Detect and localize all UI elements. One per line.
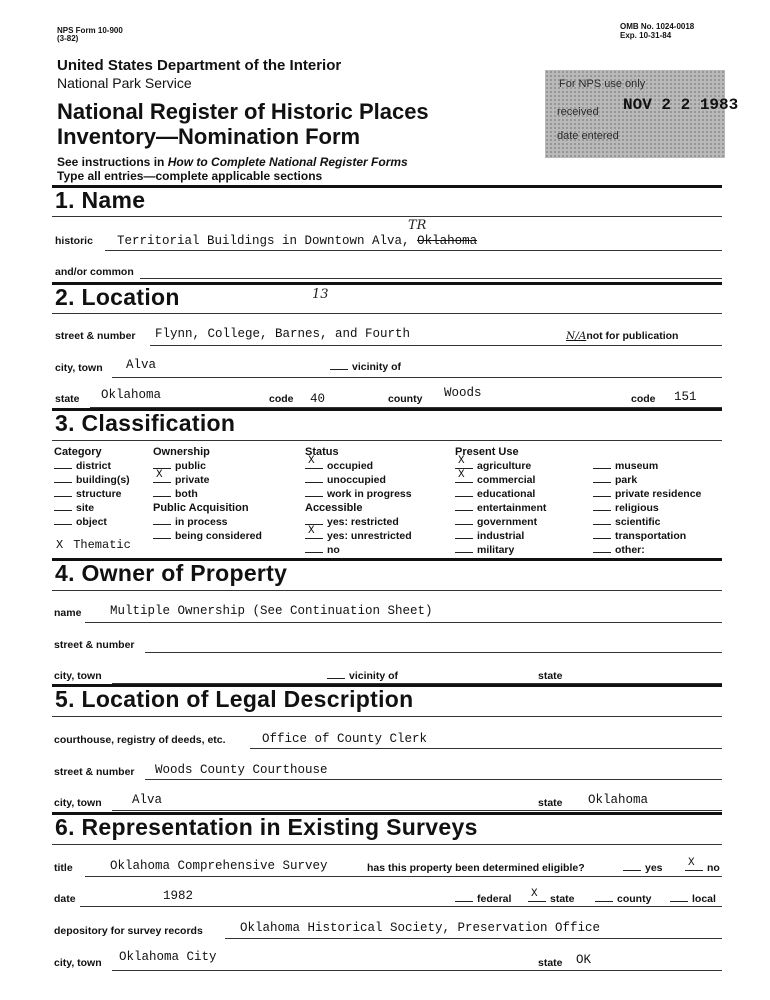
city-label: city, town [55, 362, 103, 374]
legal-state-value[interactable]: Oklahoma [588, 793, 649, 807]
checkbox-buildings[interactable]: building(s) [54, 474, 130, 486]
section-1-heading: 1. Name [55, 187, 146, 213]
owner-state-label: state [538, 670, 563, 682]
eligible-no[interactable]: X no [685, 862, 720, 874]
owner-vicinity[interactable]: vicinity of [327, 670, 398, 682]
field-underline [85, 876, 722, 877]
checkbox-park[interactable]: park [593, 474, 637, 486]
checkbox-being-considered[interactable]: being considered [153, 530, 262, 542]
survey-city-label: city, town [54, 957, 102, 969]
legal-state-label: state [538, 797, 563, 809]
county-code-label: code [631, 393, 656, 405]
legal-city-value[interactable]: Alva [132, 793, 163, 807]
section-3-heading: 3. Classification [55, 410, 236, 436]
type-all-entries: Type all entries—complete applicable sections [57, 169, 323, 183]
field-underline [140, 278, 722, 279]
owner-city-label: city, town [54, 670, 102, 682]
field-underline [80, 906, 722, 907]
heading-rule [52, 716, 722, 717]
received-date: NOV 2 2 1983 [623, 96, 739, 114]
survey-state-label: state [538, 957, 563, 969]
checkbox-object[interactable]: object [54, 516, 107, 528]
public-acquisition-header: Public Acquisition [153, 502, 249, 514]
survey-state-value[interactable]: OK [576, 953, 592, 967]
field-underline [112, 810, 722, 811]
level-federal[interactable]: federal [455, 893, 511, 905]
checkbox-government[interactable]: government [455, 516, 537, 528]
heading-rule [52, 216, 722, 217]
eligible-yes[interactable]: yes [623, 862, 663, 874]
checkbox-museum[interactable]: museum [593, 460, 658, 472]
form-title-line1: National Register of Historic Places [57, 99, 429, 124]
checkbox-no[interactable]: no [305, 544, 340, 556]
survey-date-value[interactable]: 1982 [163, 889, 194, 903]
legal-city-label: city, town [54, 797, 102, 809]
checkbox-agriculture[interactable]: X agriculture [455, 460, 531, 472]
form-title-line2: Inventory—Nomination Form [57, 124, 361, 149]
checkbox-military[interactable]: military [455, 544, 514, 556]
owner-name-value[interactable]: Multiple Ownership (See Continuation Sheet) [110, 604, 433, 618]
county-code-value[interactable]: 151 [674, 390, 697, 404]
survey-city-value[interactable]: Oklahoma City [119, 950, 217, 964]
checkbox-private[interactable]: X private [153, 474, 209, 486]
heading-rule [52, 844, 722, 845]
instructions: See instructions in How to Complete National Register Forms [57, 155, 408, 169]
category-header: Category [54, 446, 102, 458]
x-mark: X [458, 455, 465, 467]
section-4-heading: 4. Owner of Property [55, 560, 288, 586]
checkbox-in-process[interactable]: in process [153, 516, 228, 528]
thematic-entry[interactable]: X Thematic [56, 538, 131, 552]
checkbox-educational[interactable]: educational [455, 488, 535, 500]
checkbox-district[interactable]: district [54, 460, 111, 472]
code-label: code [269, 393, 294, 405]
historic-name[interactable]: Territorial Buildings in Downtown Alva, Oklahoma [117, 234, 478, 248]
expiration-date: Exp. 10-31-84 [620, 31, 672, 40]
field-underline [85, 622, 722, 623]
courthouse-value[interactable]: Office of County Clerk [262, 732, 428, 746]
historic-struck: Oklahoma [417, 234, 478, 248]
owner-street-label: street & number [54, 639, 135, 651]
section-5-heading: 5. Location of Legal Description [55, 686, 414, 712]
nfp-mark: N/A [566, 330, 587, 342]
street-value[interactable]: Flynn, College, Barnes, and Fourth [155, 327, 411, 341]
form-revision: (3-82) [57, 34, 79, 43]
heading-rule [52, 313, 722, 314]
checkbox-industrial[interactable]: industrial [455, 530, 524, 542]
x-mark: X [458, 469, 465, 481]
common-label: and/or common [55, 266, 134, 278]
status-header: Status [305, 446, 339, 458]
county-value[interactable]: Woods [444, 386, 482, 400]
state-label: state [55, 393, 80, 405]
historic-label: historic [55, 235, 93, 247]
field-underline [145, 779, 722, 780]
checkbox-work-in-progress[interactable]: work in progress [305, 488, 412, 500]
city-value[interactable]: Alva [126, 358, 157, 372]
level-county[interactable]: county [595, 893, 651, 905]
depository-label: depository for survey records [54, 925, 203, 937]
checkbox-other[interactable]: other: [593, 544, 645, 556]
level-local[interactable]: local [670, 893, 716, 905]
field-underline [112, 377, 722, 378]
checkbox-private-residence[interactable]: private residence [593, 488, 701, 500]
checkbox-yes-restricted[interactable]: yes: restricted [305, 516, 399, 528]
heading-rule [52, 440, 722, 441]
field-underline [250, 748, 722, 749]
field-underline [112, 970, 722, 971]
field-underline [145, 652, 722, 653]
field-underline [150, 345, 722, 346]
historic-handwritten-note: TR [408, 218, 427, 233]
checkbox-transportation[interactable]: transportation [593, 530, 686, 542]
checkbox-religious[interactable]: religious [593, 502, 659, 514]
state-value[interactable]: Oklahoma [101, 388, 162, 402]
x-mark: X [308, 455, 315, 467]
survey-date-label: date [54, 893, 76, 905]
x-mark: X [308, 525, 315, 537]
field-underline [105, 250, 722, 251]
location-handwritten-note: 13 [312, 287, 329, 302]
checkbox-both[interactable]: both [153, 488, 198, 500]
legal-street-label: street & number [54, 766, 135, 778]
eligible-question: has this property been determined eligible? [367, 862, 585, 874]
not-for-publication[interactable]: N/Anot for publication [566, 330, 679, 342]
x-mark: X [156, 469, 163, 481]
vicinity[interactable]: vicinity of [330, 361, 401, 373]
date-entered-label: date entered [557, 130, 619, 142]
checkbox-site[interactable]: site [54, 502, 94, 514]
checkbox-unoccupied[interactable]: unoccupied [305, 474, 386, 486]
ownership-header: Ownership [153, 446, 210, 458]
checkbox-public[interactable]: public [153, 460, 206, 472]
level-state[interactable]: X state [528, 893, 575, 905]
section-6-heading: 6. Representation in Existing Surveys [55, 814, 478, 840]
present-use-header: Present Use [455, 446, 519, 458]
owner-name-label: name [54, 607, 82, 619]
section-divider [52, 185, 722, 188]
heading-rule [52, 590, 722, 591]
service-name: National Park Service [57, 75, 192, 91]
nps-use-stamp [545, 70, 739, 158]
x-mark: X [688, 857, 695, 869]
checkbox-structure[interactable]: structure [54, 488, 122, 500]
checkbox-yes-unrestricted[interactable]: X yes: unrestricted [305, 530, 412, 542]
courthouse-label: courthouse, registry of deeds, etc. [54, 734, 226, 746]
section-2-heading: 2. Location [55, 284, 180, 310]
legal-street-value[interactable]: Woods County Courthouse [155, 763, 328, 777]
street-label: street & number [55, 330, 136, 342]
received-label: received [557, 106, 599, 118]
x-mark: X [531, 888, 538, 900]
code-value[interactable]: 40 [310, 392, 326, 406]
checkbox-entertainment[interactable]: entertainment [455, 502, 546, 514]
nps-use-label: For NPS use only [559, 78, 646, 90]
checkbox-occupied[interactable]: X occupied [305, 460, 373, 472]
survey-title-label: title [54, 862, 73, 874]
department-name: United States Department of the Interior [57, 57, 342, 74]
survey-title-value[interactable]: Oklahoma Comprehensive Survey [110, 859, 328, 873]
checkbox-commercial[interactable]: X commercial [455, 474, 535, 486]
checkbox-scientific[interactable]: scientific [593, 516, 661, 528]
depository-value[interactable]: Oklahoma Historical Society, Preservation Office [240, 921, 601, 935]
accessible-header: Accessible [305, 502, 363, 514]
county-label: county [388, 393, 423, 405]
omb-number: OMB No. 1024-0018 [620, 22, 695, 31]
field-underline [225, 938, 722, 939]
form-number: NPS Form 10-900 [57, 26, 123, 35]
